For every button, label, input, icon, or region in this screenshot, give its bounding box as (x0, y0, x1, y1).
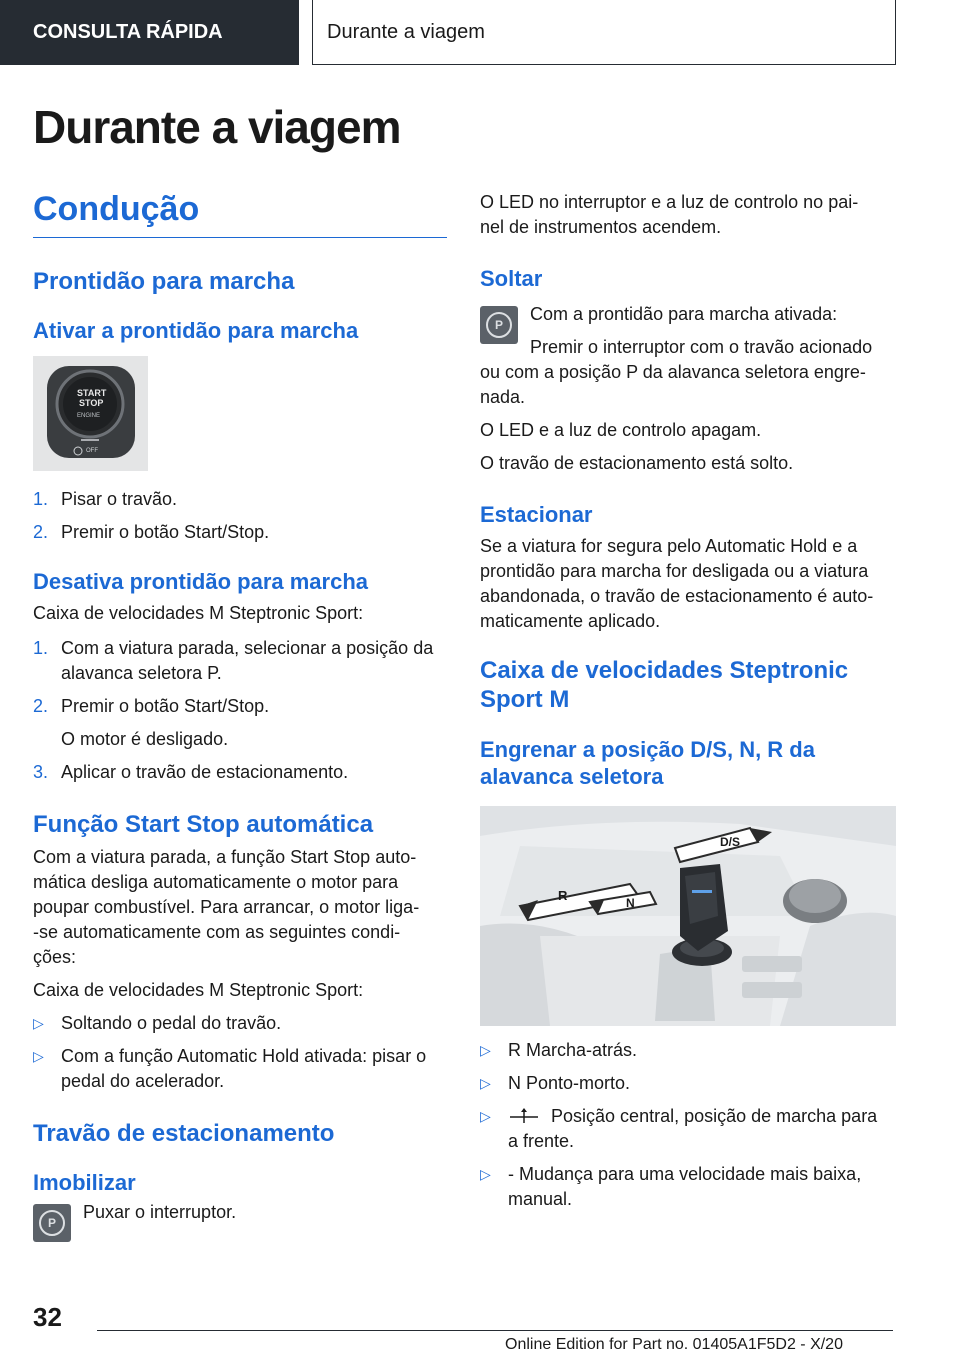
list-item: 2. Premir o botão Start/Stop. O motor é desligado. (33, 696, 270, 749)
left-column (33, 190, 447, 1242)
heading-immobilize: Imobilizar (33, 1170, 136, 1195)
list-item: ▷ R Marcha-atrás. (480, 1038, 896, 1063)
bullet-triangle-icon: ▷ (33, 1048, 44, 1064)
gear-label-ds: D/S (720, 835, 741, 849)
bullet-triangle-icon: ▷ (480, 1075, 491, 1091)
header-bar (0, 0, 896, 65)
autostop-bullets (33, 1011, 447, 1094)
right-column (480, 190, 896, 1212)
bullet-triangle-icon: ▷ (480, 1166, 491, 1182)
activate-steps (33, 487, 447, 545)
list-item: 1. Com a viatura parada, selecionar a posição da alavanca seletora P. (33, 638, 434, 683)
heading-activate: Ativar a prontidão para marcha (33, 318, 359, 343)
list-item: ▷ - Mudança para uma velocidade mais baixa, manual. (480, 1164, 862, 1209)
release-row (480, 302, 896, 360)
gear-label-n: N (626, 896, 635, 910)
heading-deactivate: Desativa prontidão para marcha (33, 569, 369, 594)
heading-engage: Engrenar a posição D/S, N, R da alavanca seletora (480, 737, 815, 789)
gear-bullets (480, 1038, 896, 1212)
autostop-intro: Caixa de velocidades M Steptronic Sport: (33, 980, 364, 1000)
section-title-conducao: Condução (33, 190, 447, 238)
gear-selector-illustration (480, 806, 896, 1026)
gear-selector-image (480, 806, 896, 1026)
heading-gearbox: Caixa de velocidades Steptronic Sport M (480, 657, 849, 713)
list-item: ▷ Soltando o pedal do travão. (33, 1011, 447, 1036)
immobilize-text: Puxar o interruptor. (83, 1202, 237, 1222)
bullet-triangle-icon: ▷ (33, 1015, 44, 1031)
release-rest: ou com a posição P da alavanca seletora engre- nada. (480, 362, 866, 407)
heading-autostop: Função Start Stop automática (33, 811, 374, 838)
deactivate-intro: Caixa de velocidades M Steptronic Sport: (33, 603, 364, 623)
parking-brake-icon: P (33, 1204, 71, 1242)
section-tab[interactable]: CONSULTA RÁPIDA (0, 0, 299, 65)
park-text: Se a viatura for segura pelo Automatic Hold e a prontidão para marcha for desligada ou a viatura abandonada, o travão de estacionamento é auto- maticamente aplicado. (480, 536, 874, 631)
list-item: 1. Pisar o travão. (33, 489, 178, 509)
page-title: Durante a viagem (33, 101, 401, 153)
release-led: O LED e a luz de controlo apagam. (480, 420, 762, 440)
stop-label: STOP (79, 398, 104, 408)
chapter-tab[interactable]: Durante a viagem (312, 0, 896, 65)
parking-brake-icon: P (480, 306, 518, 344)
list-item: ▷ Posição central, posição de marcha para a frente. (480, 1106, 878, 1151)
led-text: O LED no interruptor e a luz de controlo no pai- nel de instrumentos acendem. (480, 192, 859, 237)
heading-parking-brake: Travão de estacionamento (33, 1120, 335, 1147)
release-line-2: Premir o interruptor com o travão acionado (530, 337, 873, 357)
engine-label: ENGINE (77, 413, 101, 419)
start-stop-button-image (33, 356, 148, 471)
footer-divider (97, 1330, 893, 1331)
deactivate-steps (33, 636, 447, 785)
release-done: O travão de estacionamento está solto. (480, 453, 794, 473)
gear-label-r: R (558, 888, 568, 903)
shift-gate-icon (508, 1108, 540, 1124)
list-item: 2. Premir o botão Start/Stop. (33, 522, 270, 542)
heading-park: Estacionar (480, 502, 593, 527)
start-label: START (77, 388, 107, 398)
heading-readiness: Prontidão para marcha (33, 268, 295, 295)
release-line-1: Com a prontidão para marcha ativada: (530, 304, 838, 324)
list-item: ▷ N Ponto-morto. (480, 1071, 896, 1096)
autostop-text: Com a viatura parada, a função Start Stop auto- mática desliga automaticamente o motor para poupar combustível. Para arrancar, o motor liga- -se automaticamente com as seguintes condi- ções: (33, 847, 420, 967)
list-item: ▷ Com a função Automatic Hold ativada: pisar o pedal do acelerador. (33, 1046, 427, 1091)
immobilize-row (33, 1204, 447, 1242)
page-number: 32 (33, 1302, 62, 1332)
list-item: 3. Aplicar o travão de estacionamento. (33, 762, 349, 782)
bullet-triangle-icon: ▷ (480, 1042, 491, 1058)
bullet-triangle-icon: ▷ (480, 1108, 491, 1124)
heading-release: Soltar (480, 266, 543, 291)
footer-edition: Online Edition for Part no. 01405A1F5D2 - X/20 (505, 1336, 843, 1353)
off-label: OFF (86, 448, 98, 454)
